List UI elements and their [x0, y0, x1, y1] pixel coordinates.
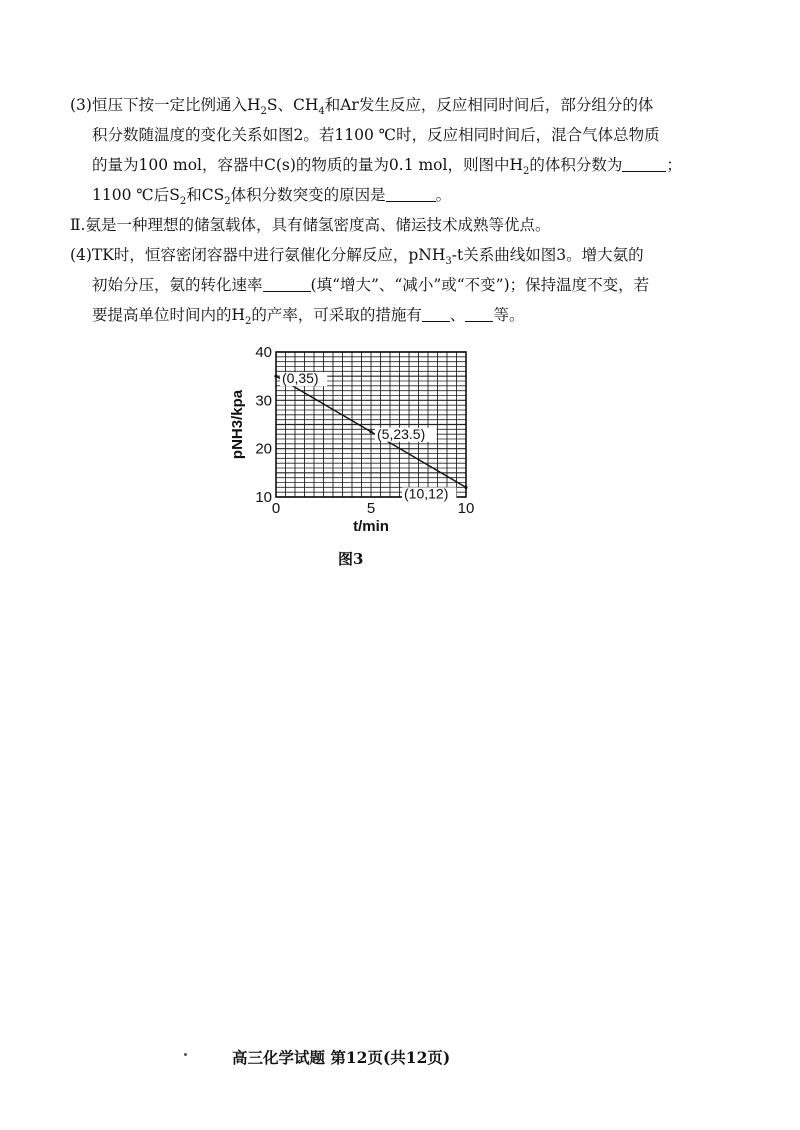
x-axis-label: t/min [353, 518, 389, 535]
q4-line-3 [70, 300, 710, 330]
subscript: 4 [318, 106, 325, 118]
y-tick-label: 40 [255, 344, 272, 361]
text: -t关系曲线如图3。增大氨的 [451, 246, 644, 264]
text: 。 [435, 186, 452, 204]
figure-caption: 图3 [338, 550, 364, 568]
subscript: 2 [224, 196, 231, 208]
data-point [369, 430, 372, 433]
subscript: 2 [260, 106, 267, 118]
text: S、CH [266, 96, 319, 114]
text: (填“增大”、“减小”或“不变”)；保持温度不变，若 [310, 276, 650, 294]
question-4 [70, 210, 710, 330]
text: 1100 ℃后S [92, 186, 180, 204]
text: 、 [449, 306, 466, 324]
answer-blank[interactable] [465, 305, 493, 322]
x-tick-label: 5 [366, 500, 376, 517]
q3-line-2: 积分数随温度的变化关系如图2。若1100 ℃时，反应相同时间后，混合气体总物质 [92, 126, 660, 144]
subscript: 2 [179, 196, 187, 208]
scan-speck [184, 1053, 187, 1056]
q3-line-1 [70, 90, 710, 120]
data-point [464, 486, 467, 489]
text: (3)恒压下按一定比例通入H [70, 96, 261, 114]
answer-blank[interactable] [622, 155, 666, 172]
q4-line-1 [70, 240, 710, 270]
data-label: (5,23.5) [377, 425, 426, 442]
answer-blank[interactable] [386, 185, 436, 202]
text: 的产率，可采取的措施有 [251, 306, 422, 324]
y-tick-label: 20 [255, 440, 272, 458]
data-point [274, 375, 277, 378]
x-tick-label: 0 [271, 500, 281, 517]
text: 等。 [493, 306, 525, 324]
text: 要提高单位时间内的H [92, 306, 246, 324]
text: 和Ar发生反应，反应相同时间后，部分组分的体 [324, 96, 654, 114]
section-2-intro: Ⅱ.氨是一种理想的储氢载体，具有储氢密度高、储运技术成熟等优点。 [70, 216, 551, 234]
q3-line-4 [70, 180, 710, 210]
subscript: 2 [245, 316, 252, 328]
answer-blank[interactable] [263, 275, 311, 292]
question-3 [70, 90, 710, 210]
text: 和CS [186, 186, 225, 204]
y-axis-label: pNH3/kpa [229, 389, 246, 460]
text: 的体积分数为 [529, 156, 623, 174]
text: ； [666, 156, 682, 174]
subscript: 3 [445, 256, 452, 268]
data-label: (0,35) [282, 370, 319, 387]
answer-blank[interactable] [422, 305, 450, 322]
text: 的量为100 mol，容器中C(s)的物质的量为0.1 mol，则图中H [92, 156, 523, 174]
data-label: (10,12) [404, 485, 449, 502]
text: 初始分压，氨的转化速率 [92, 276, 263, 294]
q4-line-2 [70, 270, 710, 300]
y-tick-label: 30 [255, 392, 272, 410]
q3-line-3 [70, 150, 710, 180]
y-tick-label: 10 [255, 489, 272, 506]
x-tick-label: 10 [457, 500, 475, 517]
text: 体积分数突变的原因是 [230, 186, 386, 204]
subscript: 2 [523, 166, 530, 178]
text: (4)TK时，恒容密闭容器中进行氨催化分解反应，pNH [70, 246, 446, 264]
page-footer: 高三化学试题 第12页(共12页) [232, 1048, 451, 1067]
figure-3-chart [220, 340, 490, 540]
